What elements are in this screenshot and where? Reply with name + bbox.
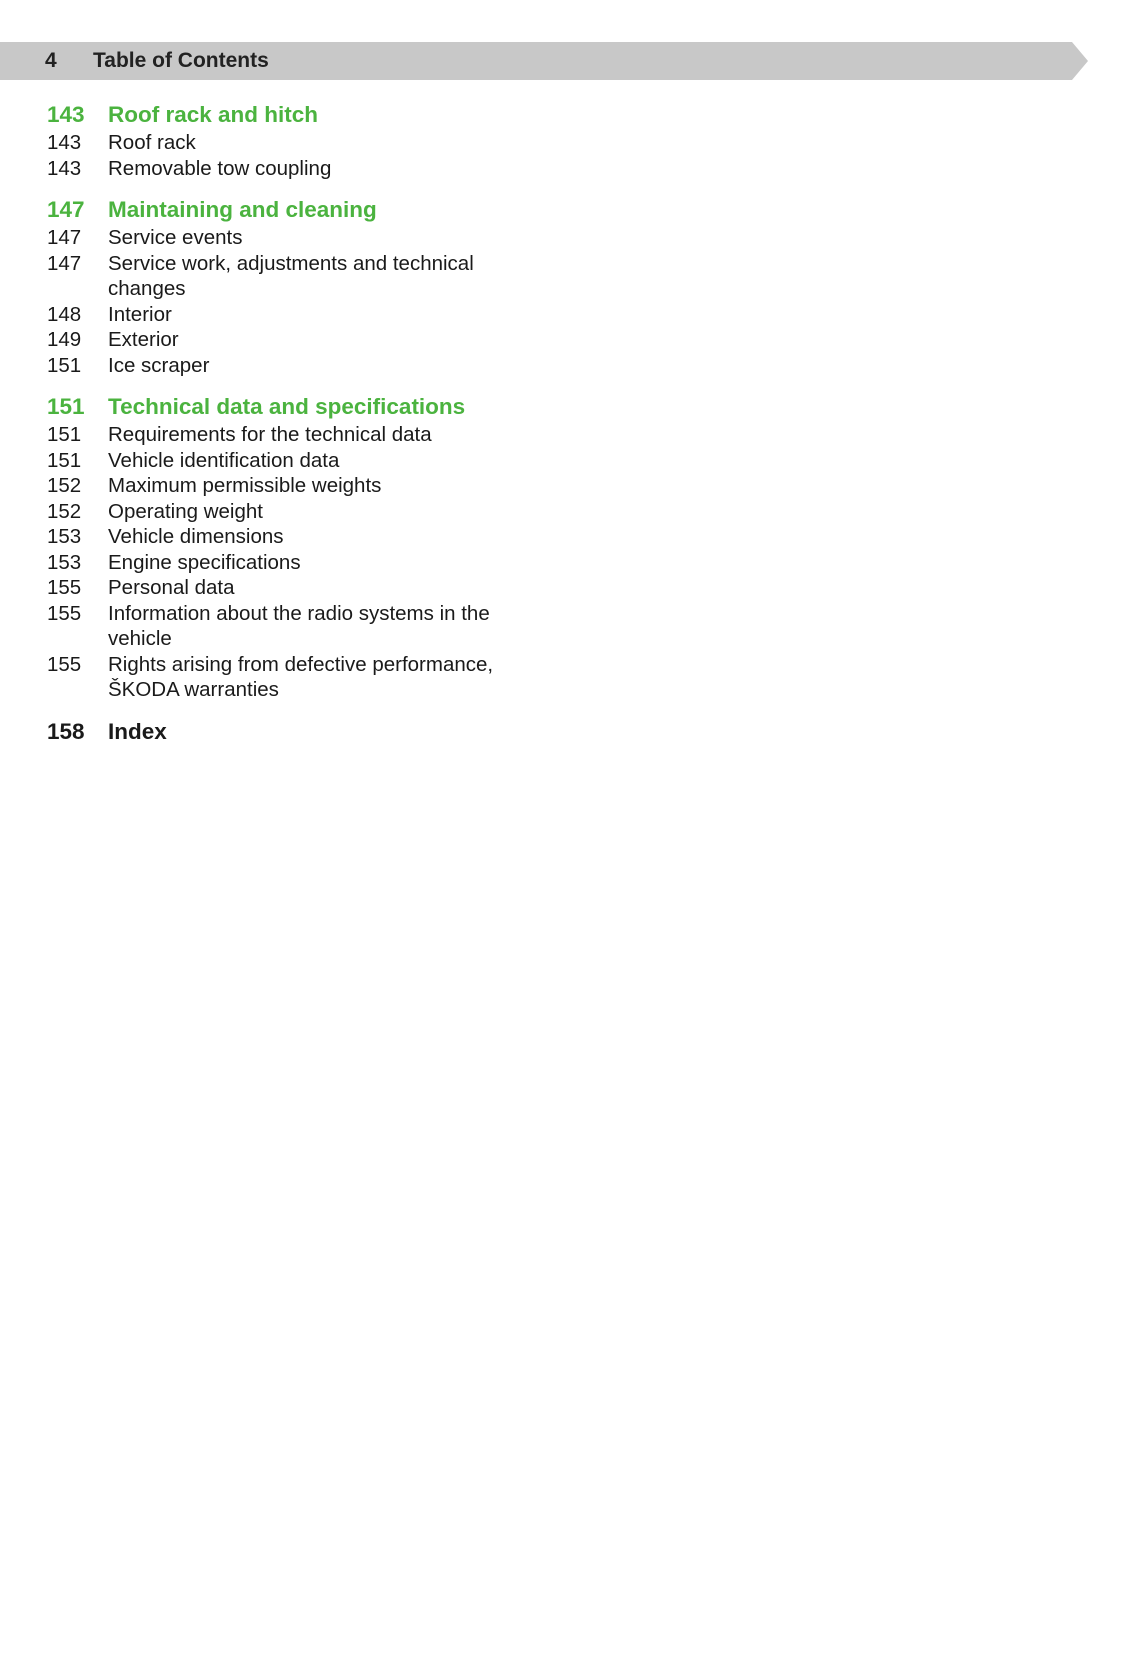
toc-entry[interactable] [47,473,567,499]
entry-page-number: 152 [47,474,82,497]
entry-label: Operating weight [108,499,263,523]
toc-entry[interactable] [47,327,567,353]
entry-page-number: 151 [47,448,82,472]
toc-section-technical-data [47,392,567,703]
entry-label: Rights arising from defective performance, ŠKODA warranties [108,652,494,701]
section-title: Roof rack and hitch [108,102,319,127]
entry-label: Roof rack [108,131,196,154]
entry-page-number: 149 [47,328,82,351]
entry-page-number: 153 [47,550,82,574]
toc-entry[interactable] [47,156,567,182]
entry-label: Service work, adjustments and technical changes [108,251,474,300]
entry-page-number: 143 [47,131,82,154]
toc-section-maintaining-and-cleaning [47,195,567,378]
toc-entry[interactable] [47,302,567,328]
entry-label: Engine specifications [108,550,301,574]
toc-entry[interactable] [47,499,567,525]
entry-page-number: 151 [47,353,82,377]
section-title: Index [108,718,167,744]
entry-page-number: 153 [47,525,82,548]
toc-section-index [47,717,567,747]
toc-entry[interactable] [47,601,517,652]
entry-page-number: 148 [47,302,82,326]
entry-page-number: 147 [47,251,82,275]
entry-page-number: 155 [47,576,82,599]
entry-page-number: 151 [47,423,82,446]
section-heading[interactable] [47,195,567,225]
section-title: Maintaining and cleaning [108,197,377,222]
toc-entry[interactable] [47,251,487,302]
section-heading[interactable] [47,392,567,422]
section-page-number: 158 [47,718,85,744]
toc-entry[interactable] [47,575,567,601]
entry-page-number: 147 [47,226,82,249]
entry-label: Requirements for the technical data [108,423,432,446]
section-heading[interactable] [47,717,567,747]
entry-page-number: 143 [47,156,82,180]
entry-page-number: 155 [47,601,82,625]
entry-label: Personal data [108,576,235,599]
entry-label: Ice scraper [108,353,210,377]
toc-entry[interactable] [47,353,567,379]
entry-label: Vehicle identification data [108,448,340,472]
page-number: 4 [45,49,57,72]
toc-section-roof-rack-and-hitch [47,100,567,181]
table-of-contents [47,100,567,761]
section-title: Technical data and specifications [108,394,466,419]
toc-entry[interactable] [47,550,567,576]
entry-label: Exterior [108,328,179,351]
section-page-number: 143 [47,102,85,127]
toc-entry[interactable] [47,225,567,251]
toc-entry[interactable] [47,130,567,156]
section-page-number: 147 [47,197,85,222]
entry-label: Information about the radio systems in the vehicle [108,601,490,650]
section-page-number: 151 [47,394,85,419]
toc-entry[interactable] [47,652,522,703]
entry-page-number: 155 [47,652,82,676]
entry-label: Vehicle dimensions [108,525,284,548]
toc-entry[interactable] [47,448,567,474]
page-header [0,42,1088,80]
toc-entry[interactable] [47,524,567,550]
entry-label: Interior [108,302,172,326]
entry-label: Maximum permissible weights [108,474,382,497]
entry-label: Service events [108,226,243,249]
entry-page-number: 152 [47,499,82,523]
toc-entry[interactable] [47,422,567,448]
entry-label: Removable tow coupling [108,156,332,180]
section-heading[interactable] [47,100,567,130]
page-title: Table of Contents [93,49,269,72]
